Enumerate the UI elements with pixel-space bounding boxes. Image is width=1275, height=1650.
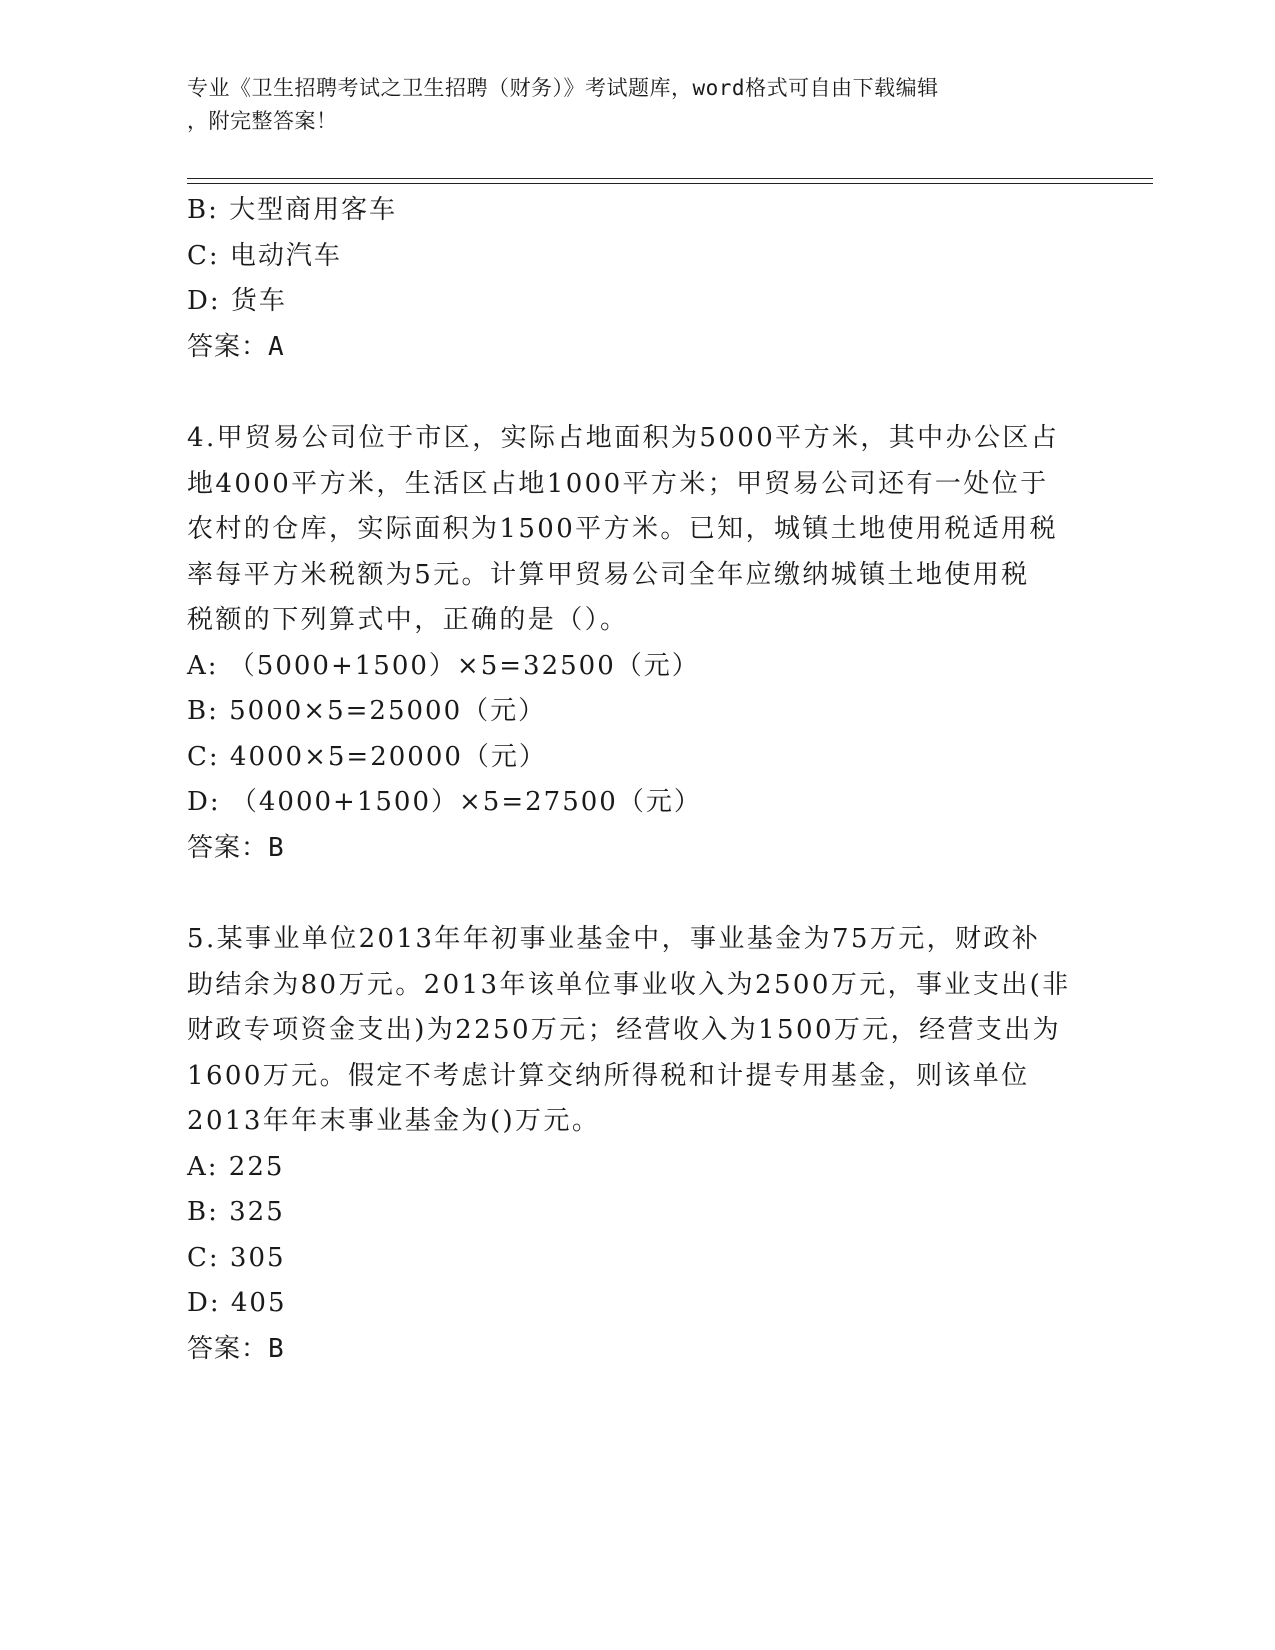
answer-line: 答案：B xyxy=(187,832,285,863)
question-text-line: 5.某事业单位2013年年初事业基金中，事业基金为75万元，财政补 xyxy=(187,924,1041,954)
question-text-line: 农村的仓库，实际面积为1500平方米。已知，城镇土地使用税适用税 xyxy=(187,514,1058,544)
question-5-block xyxy=(187,917,1087,1372)
option-b: B: 大型商用客车 xyxy=(187,195,398,225)
option-c: C: 电动汽车 xyxy=(187,240,342,271)
previous-question-block xyxy=(187,188,1087,370)
question-4-text xyxy=(187,416,1087,644)
option-c: C: 4000×5=20000（元） xyxy=(187,741,547,772)
option-d: D: （4000+1500）×5=27500（元） xyxy=(187,787,702,817)
question-text-line: 率每平方米税额为5元。计算甲贸易公司全年应缴纳城镇土地使用税 xyxy=(187,559,1030,590)
question-text-line: 地4000平方米，生活区占地1000平方米；甲贸易公司还有一处位于 xyxy=(187,468,1049,499)
document-body xyxy=(187,188,1087,1372)
option-a: A: 225 xyxy=(187,1151,285,1182)
question-text-line: 2013年年末事业基金为()万元。 xyxy=(187,1106,601,1136)
option-d: D: 货车 xyxy=(187,286,287,316)
answer-line: 答案：B xyxy=(187,1333,285,1364)
spacer xyxy=(187,871,1087,917)
option-a: A: （5000+1500）×5=32500（元） xyxy=(187,650,700,681)
header-divider-top xyxy=(187,178,1153,179)
header-divider-bottom xyxy=(187,183,1153,184)
spacer xyxy=(187,370,1087,416)
option-d: D: 405 xyxy=(187,1288,287,1318)
option-b: B: 5000×5=25000（元） xyxy=(187,696,547,726)
question-5-text xyxy=(187,917,1087,1145)
document-header xyxy=(187,72,1087,138)
question-text-line: 4.甲贸易公司位于市区，实际占地面积为5000平方米，其中办公区占 xyxy=(187,423,1060,453)
option-b: B: 325 xyxy=(187,1197,285,1227)
answer-line: 答案：A xyxy=(187,331,285,362)
question-text-line: 1600万元。假定不考虑计算交纳所得税和计提专用基金，则该单位 xyxy=(187,1060,1030,1091)
question-text-line: 财政专项资金支出)为2250万元；经营收入为1500万元，经营支出为 xyxy=(187,1015,1062,1045)
question-text-line: 税额的下列算式中，正确的是（）。 xyxy=(187,605,629,635)
question-text-line: 助结余为80万元。2013年该单位事业收入为2500万元，事业支出(非 xyxy=(187,969,1071,1000)
option-c: C: 305 xyxy=(187,1242,286,1273)
question-4-block xyxy=(187,416,1087,871)
header-title-line-1: 专业《卫生招聘考试之卫生招聘（财务）》考试题库，word格式可自由下载编辑 xyxy=(187,76,939,100)
header-title-line-2: ，附完整答案！ xyxy=(187,109,338,133)
